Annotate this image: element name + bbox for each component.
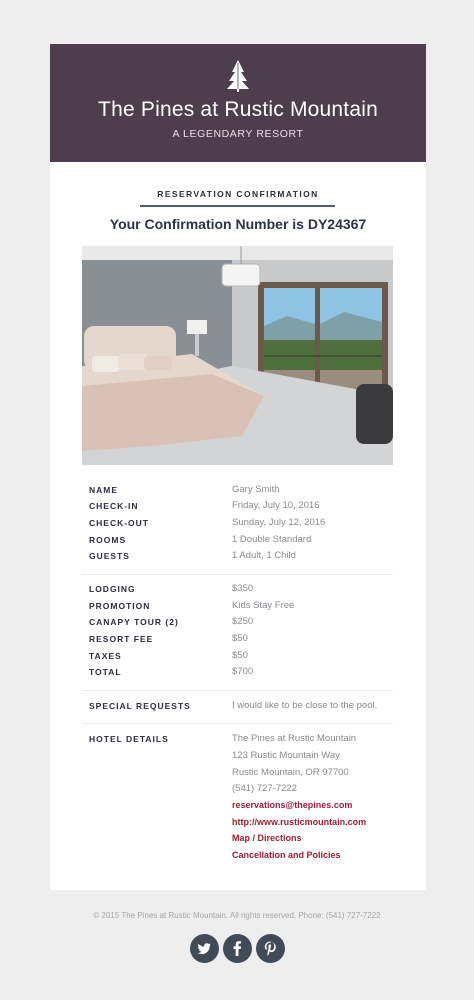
detail-label: GUESTS (89, 551, 130, 561)
divider (82, 574, 393, 575)
detail-row-rooms (82, 532, 393, 548)
pinterest-button[interactable] (256, 934, 285, 963)
divider (82, 690, 393, 691)
charge-value: $700 (232, 666, 254, 677)
charge-value: $50 (232, 650, 248, 661)
charge-label: LODGING (89, 584, 136, 594)
charge-row-resort-fee (82, 631, 393, 647)
email-link[interactable]: reservations@thepines.com (232, 800, 353, 810)
charge-row-lodging (82, 581, 393, 597)
email-header (50, 44, 426, 162)
detail-value: 1 Adult, 1 Child (232, 550, 296, 561)
confirmation-title: Your Confirmation Number is DY24367 (109, 216, 367, 232)
detail-label: CHECK-OUT (89, 518, 149, 528)
resort-name: The Pines at Rustic Mountain (98, 98, 378, 121)
email-card (50, 44, 426, 890)
charge-value: $250 (232, 616, 254, 627)
detail-row-check-out (82, 515, 393, 531)
facebook-button[interactable] (223, 934, 252, 963)
detail-value: 1 Double Standard (232, 534, 312, 545)
charge-value: Kids Stay Free (232, 600, 295, 611)
section-label: RESERVATION CONFIRMATION (157, 189, 319, 199)
hotel-city: Rustic Mountain, OR 97700 (232, 767, 349, 778)
hotel-details-label: HOTEL DETAILS (89, 734, 169, 744)
charge-row-promotion (82, 598, 393, 614)
charge-value: $50 (232, 633, 248, 644)
pine-tree-icon (226, 60, 250, 92)
twitter-button[interactable] (190, 934, 219, 963)
hotel-city-row (82, 765, 393, 781)
hotel-street-row (82, 748, 393, 764)
detail-label: CHECK-IN (89, 501, 139, 511)
hotel-email-row (82, 798, 393, 814)
pinterest-icon (256, 934, 285, 963)
twitter-icon (190, 934, 219, 963)
charge-label: PROMOTION (89, 601, 151, 611)
detail-row-check-in (82, 498, 393, 514)
bedroom-photo (82, 246, 393, 465)
divider (82, 723, 393, 724)
map-directions-link[interactable]: Map / Directions (232, 833, 302, 843)
detail-label: NAME (89, 485, 119, 495)
hotel-name: The Pines at Rustic Mountain (232, 733, 357, 744)
charge-row-total (82, 664, 393, 680)
detail-row-guests (82, 548, 393, 564)
hotel-website-row (82, 815, 393, 831)
charge-value: $350 (232, 583, 254, 594)
detail-value: Friday, July 10, 2016 (232, 500, 320, 511)
facebook-icon (223, 934, 252, 963)
hotel-street: 123 Rustic Mountain Way (232, 750, 340, 761)
cancellation-policies-link[interactable]: Cancellation and Policies (232, 850, 341, 860)
charge-row-canopy-tour (82, 614, 393, 630)
detail-value: Gary Smith (232, 484, 280, 495)
charge-row-taxes (82, 648, 393, 664)
special-requests-label: SPECIAL REQUESTS (89, 701, 191, 711)
detail-row-name (82, 482, 393, 498)
section-underline (140, 205, 335, 207)
detail-value: Sunday, July 12, 2016 (232, 517, 326, 528)
resort-tagline: A LEGENDARY RESORT (172, 128, 304, 140)
hotel-phone-row (82, 781, 393, 797)
hotel-policies-row (82, 848, 393, 864)
special-requests-row (82, 698, 393, 714)
website-link[interactable]: http://www.rusticmountain.com (232, 817, 367, 827)
hotel-phone: (541) 727-7222 (232, 783, 297, 794)
hotel-map-row (82, 831, 393, 847)
charge-label: CANAPY TOUR (2) (89, 617, 179, 627)
special-requests-value: I would like to be close to the pool. (232, 700, 378, 711)
charge-label: TAXES (89, 651, 122, 661)
footer-text: © 2015 The Pines at Rustic Mountain. All rights reserved. Phone: (541) 727-7222 (93, 911, 381, 920)
charge-label: TOTAL (89, 667, 122, 677)
charge-label: RESORT FEE (89, 634, 154, 644)
hotel-details-row (82, 731, 393, 747)
detail-label: ROOMS (89, 535, 127, 545)
